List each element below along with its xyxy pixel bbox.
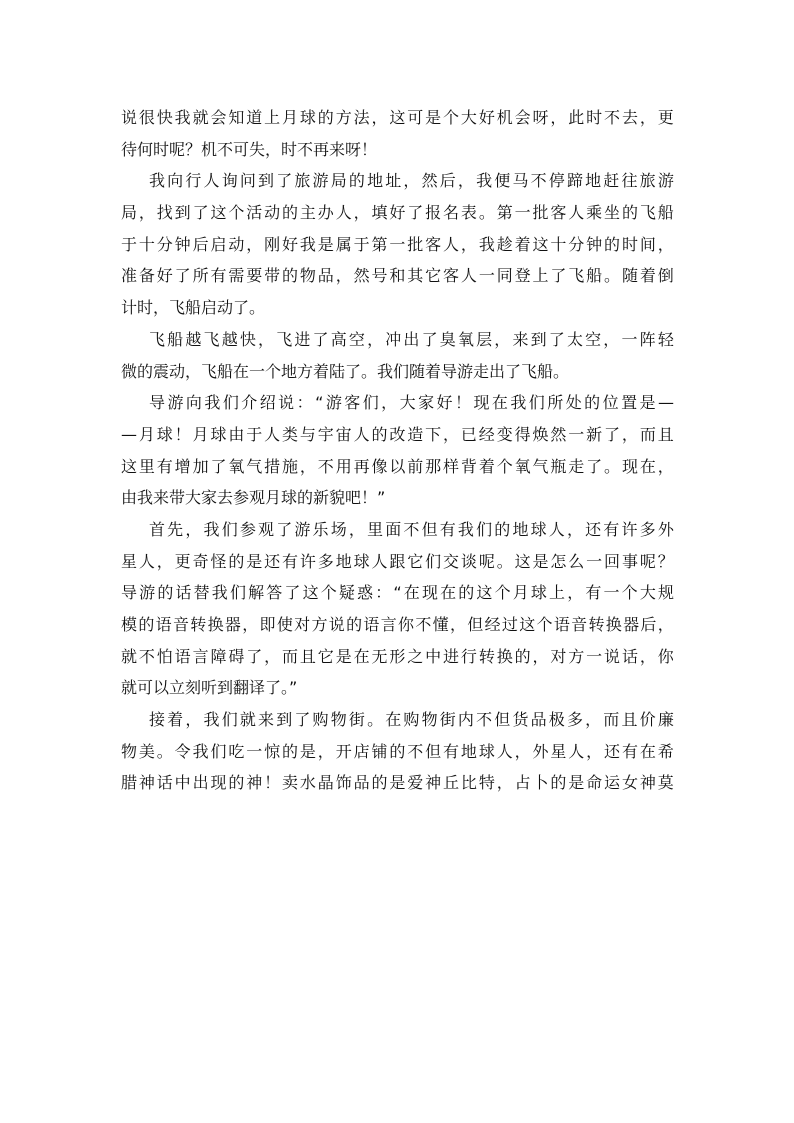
text-line: 就 不 怕 语 言 障 碍 了 ， 而 且 它 是 在 无 形 之 中 进 行 转 换 的 ， 对 方 一 说 话 ， 你	[121, 646, 674, 666]
text-line: 于 十 分 钟 后 启 动 ， 刚 好 我 是 属 于 第 一 批 客 人 ， 我 趁 着 这 十 分 钟 的 时 间 ，	[121, 234, 674, 254]
text-line: 导 游 的 话 替 我 们 解 答 了 这 个 疑 惑 ： “ 在 现 在 的 这 个 月 球 上 ， 有 一 个 大 规	[121, 583, 674, 603]
text-line: 由我来带大家去参观月球的新貌吧！”	[121, 488, 386, 508]
text-line: 局 ， 找 到 了 这 个 活 动 的 主 办 人 ， 填 好 了 报 名 表 。 第 一 批 客 人 乘 坐 的 飞 船	[121, 203, 674, 223]
text-line: 星 人 ， 更 奇 怪 的 是 还 有 许 多 地 球 人 跟 它 们 交 谈 呢 。 这 是 怎 么 一 回 事 呢 ？	[121, 551, 674, 571]
text-line: 这 里 有 增 加 了 氧 气 措 施 ， 不 用 再 像 以 前 那 样 背 着 个 氧 气 瓶 走 了 。 现 在 ，	[121, 456, 674, 476]
text-line: — 月 球 ！ 月 球 由 于 人 类 与 宇 宙 人 的 改 造 下 ， 已 经 变 得 焕 然 一 新 了 ， 而 且	[121, 424, 674, 444]
text-line: 待何时呢？机不可失，时不再来呀！	[121, 139, 378, 159]
text-line: 物 美 。 令 我 们 吃 一 惊 的 是 ， 开 店 铺 的 不 但 有 地 球 人 ， 外 星 人 ， 还 有 在 希	[121, 741, 674, 761]
text-line: 首 先 ， 我 们 参 观 了 游 乐 场 ， 里 面 不 但 有 我 们 的 地 球 人 ， 还 有 许 多 外	[149, 519, 674, 539]
text-line: 腊 神 话 中 出 现 的 神 ！ 卖 水 晶 饰 品 的 是 爱 神 丘 比 特 ， 占 卜 的 是 命 运 女 神 莫	[121, 773, 674, 793]
text-line: 说 很 快 我 就 会 知 道 上 月 球 的 方 法 ， 这 可 是 个 大 好 机 会 呀 ， 此 时 不 去 ， 更	[121, 108, 674, 127]
text-line: 就可以立刻听到翻译了。”	[121, 678, 298, 698]
text-line: 微的震动，飞船在一个地方着陆了。我们随着导游走出了飞船。	[121, 361, 570, 381]
text-line: 飞 船 越 飞 越 快 ， 飞 进 了 高 空 ， 冲 出 了 臭 氧 层 ， 来 到 了 太 空 ， 一 阵 轻	[149, 329, 674, 349]
text-line: 计时，飞船启动了。	[121, 298, 266, 318]
text-line: 接 着 ， 我 们 就 来 到 了 购 物 街 。 在 购 物 街 内 不 但 货 品 极 多 ， 而 且 价 廉	[149, 710, 674, 730]
text-line: 导 游 向 我 们 介 绍 说 ： “ 游 客 们 ， 大 家 好 ！ 现 在 我 们 所 处 的 位 置 是 —	[149, 393, 674, 413]
text-line: 模 的 语 音 转 换 器 ， 即 使 对 方 说 的 语 言 你 不 懂 ， 但 经 过 这 个 语 音 转 换 器 后 ，	[121, 615, 674, 634]
text-line: 我 向 行 人 询 问 到 了 旅 游 局 的 地 址 ， 然 后 ， 我 便 马 不 停 蹄 地 赶 往 旅 游	[149, 171, 674, 191]
document-text-body	[121, 102, 674, 799]
text-line: 准 备 好 了 所 有 需 要 带 的 物 品 ， 然 号 和 其 它 客 人 一 同 登 上 了 飞 船 。 随 着 倒	[121, 266, 674, 286]
